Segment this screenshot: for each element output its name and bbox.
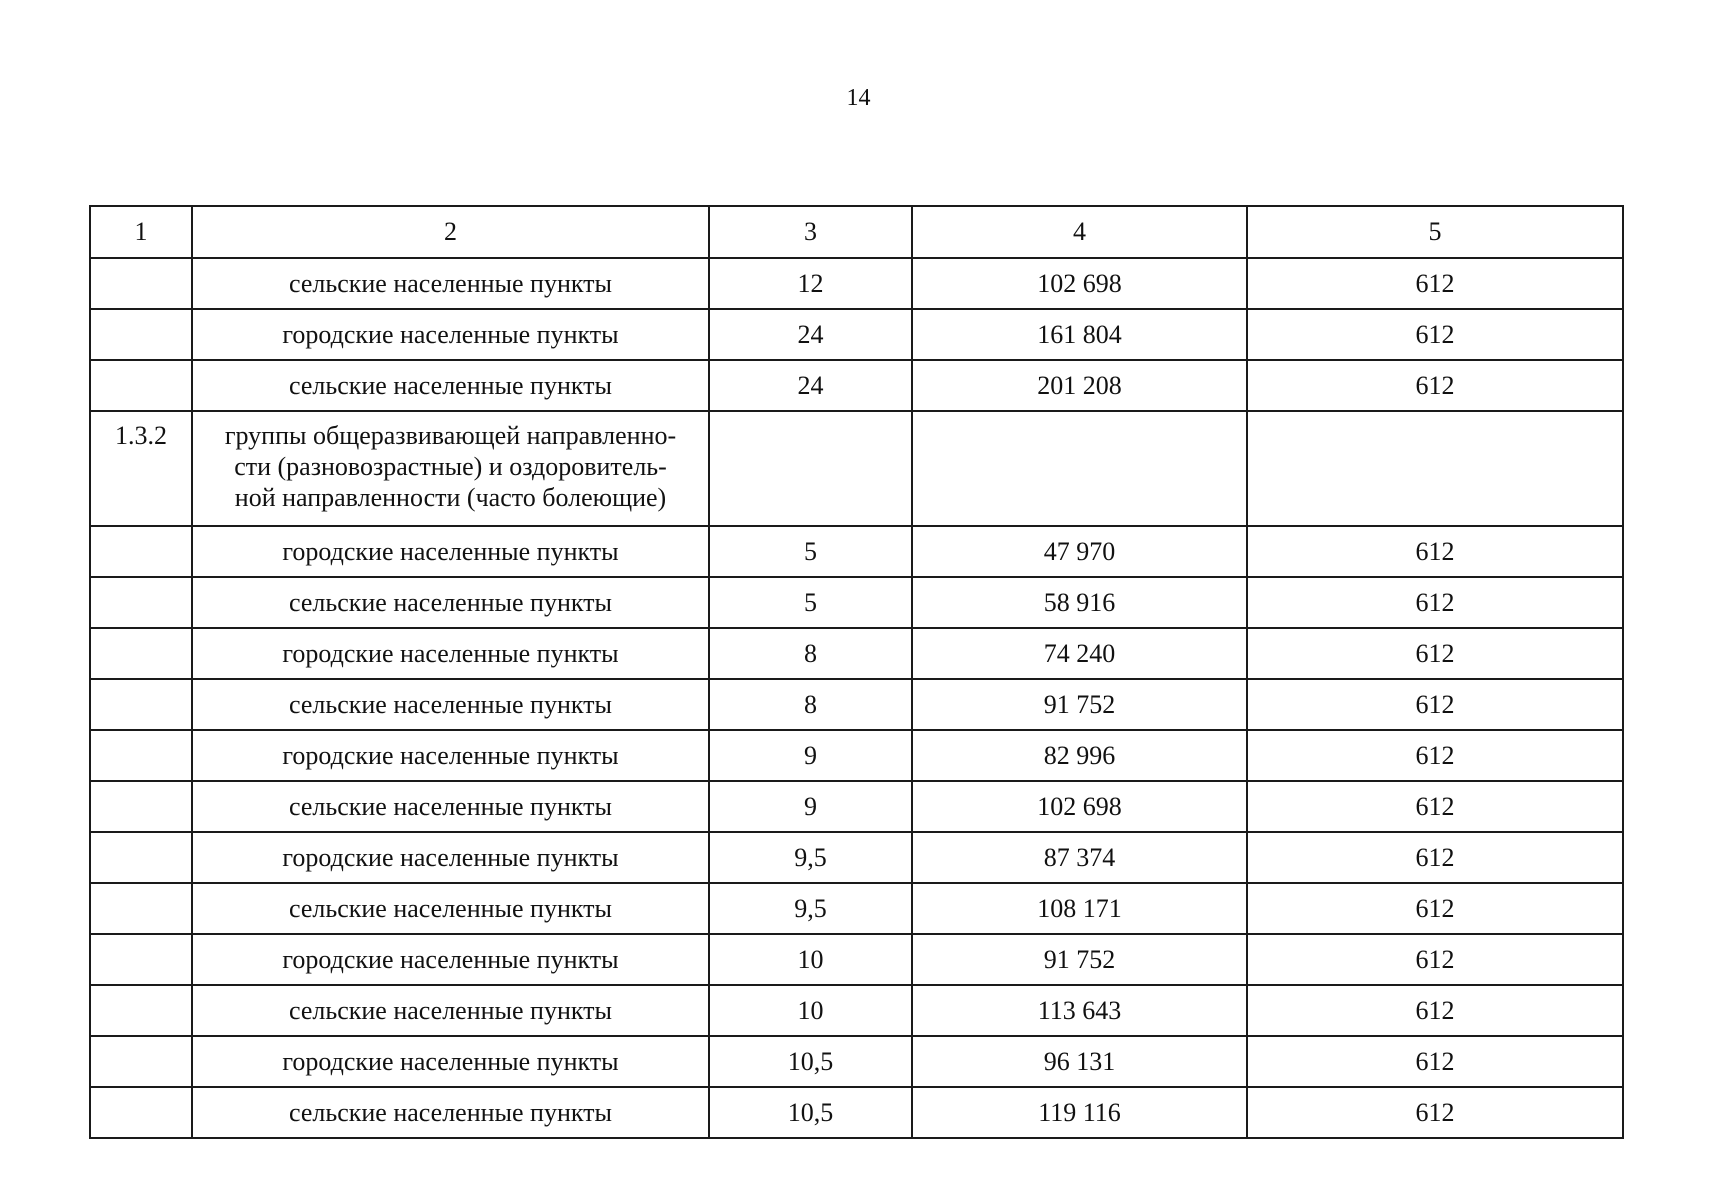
row-col5-cell: 612: [1247, 832, 1623, 883]
row-col3-cell: 8: [709, 679, 912, 730]
table-row: [90, 577, 1623, 628]
row-col3-cell: 10,5: [709, 1087, 912, 1138]
row-col5-cell: 612: [1247, 934, 1623, 985]
row-number-cell: [90, 730, 192, 781]
section-title-cell: [192, 411, 709, 526]
section-title-line: ной направленности (часто болеющие): [234, 483, 667, 512]
row-col4-cell: 91 752: [912, 679, 1247, 730]
row-name-cell: сельские населенные пункты: [192, 781, 709, 832]
row-col4-cell: 96 131: [912, 1036, 1247, 1087]
row-number-cell: [90, 577, 192, 628]
table-row: [90, 883, 1623, 934]
section-col4-cell: [912, 411, 1247, 526]
table-row: [90, 258, 1623, 309]
table-row: [90, 1036, 1623, 1087]
header-cell-3: 3: [709, 206, 912, 258]
row-col4-cell: 82 996: [912, 730, 1247, 781]
row-col3-cell: 5: [709, 526, 912, 577]
section-title-line: сти (разновозрастные) и оздоровитель-: [234, 452, 667, 481]
table-row: [90, 679, 1623, 730]
row-col5-cell: 612: [1247, 526, 1623, 577]
row-col4-cell: 201 208: [912, 360, 1247, 411]
table-row: [90, 730, 1623, 781]
table-row: [90, 309, 1623, 360]
header-cell-1: 1: [90, 206, 192, 258]
row-col3-cell: 12: [709, 258, 912, 309]
row-number-cell: [90, 360, 192, 411]
row-col4-cell: 87 374: [912, 832, 1247, 883]
section-title-line: группы общеразвивающей направленно-: [224, 421, 677, 450]
row-col4-cell: 47 970: [912, 526, 1247, 577]
row-col3-cell: 9,5: [709, 883, 912, 934]
row-name-cell: городские населенные пункты: [192, 526, 709, 577]
row-name-cell: сельские населенные пункты: [192, 577, 709, 628]
row-col3-cell: 5: [709, 577, 912, 628]
table-row: [90, 628, 1623, 679]
table-row: [90, 934, 1623, 985]
row-number-cell: [90, 309, 192, 360]
row-name-cell: сельские населенные пункты: [192, 1087, 709, 1138]
row-col3-cell: 10: [709, 985, 912, 1036]
table-row: [90, 832, 1623, 883]
row-col3-cell: 10: [709, 934, 912, 985]
row-col5-cell: 612: [1247, 628, 1623, 679]
row-col4-cell: 119 116: [912, 1087, 1247, 1138]
table-row: [90, 360, 1623, 411]
row-col4-cell: 58 916: [912, 577, 1247, 628]
row-number-cell: [90, 679, 192, 730]
data-table: [89, 205, 1624, 1139]
row-name-cell: сельские населенные пункты: [192, 360, 709, 411]
table-header-row: [90, 206, 1623, 258]
row-number-cell: [90, 883, 192, 934]
row-col5-cell: 612: [1247, 883, 1623, 934]
section-row: [90, 411, 1623, 526]
row-col4-cell: 102 698: [912, 781, 1247, 832]
row-col3-cell: 24: [709, 360, 912, 411]
row-col5-cell: 612: [1247, 1036, 1623, 1087]
header-cell-4: 4: [912, 206, 1247, 258]
row-col3-cell: 9,5: [709, 832, 912, 883]
row-col5-cell: 612: [1247, 679, 1623, 730]
row-col5-cell: 612: [1247, 985, 1623, 1036]
section-number-cell: 1.3.2: [90, 411, 192, 526]
table-row: [90, 526, 1623, 577]
row-col4-cell: 91 752: [912, 934, 1247, 985]
row-name-cell: сельские населенные пункты: [192, 258, 709, 309]
row-col3-cell: 10,5: [709, 1036, 912, 1087]
row-number-cell: [90, 526, 192, 577]
row-number-cell: [90, 985, 192, 1036]
row-col4-cell: 113 643: [912, 985, 1247, 1036]
row-number-cell: [90, 1087, 192, 1138]
table-row: [90, 781, 1623, 832]
row-name-cell: городские населенные пункты: [192, 1036, 709, 1087]
row-col5-cell: 612: [1247, 309, 1623, 360]
row-col3-cell: 9: [709, 781, 912, 832]
row-col5-cell: 612: [1247, 258, 1623, 309]
row-col5-cell: 612: [1247, 1087, 1623, 1138]
row-col5-cell: 612: [1247, 781, 1623, 832]
row-number-cell: [90, 628, 192, 679]
row-name-cell: сельские населенные пункты: [192, 679, 709, 730]
row-number-cell: [90, 781, 192, 832]
row-col3-cell: 24: [709, 309, 912, 360]
row-col4-cell: 161 804: [912, 309, 1247, 360]
row-number-cell: [90, 934, 192, 985]
row-number-cell: [90, 258, 192, 309]
row-name-cell: сельские населенные пункты: [192, 883, 709, 934]
row-col5-cell: 612: [1247, 360, 1623, 411]
row-name-cell: городские населенные пункты: [192, 934, 709, 985]
row-name-cell: городские населенные пункты: [192, 309, 709, 360]
table-row: [90, 985, 1623, 1036]
section-col3-cell: [709, 411, 912, 526]
row-number-cell: [90, 1036, 192, 1087]
section-col5-cell: [1247, 411, 1623, 526]
row-name-cell: городские населенные пункты: [192, 628, 709, 679]
row-col3-cell: 9: [709, 730, 912, 781]
page-number: 14: [846, 85, 871, 111]
row-col4-cell: 102 698: [912, 258, 1247, 309]
header-cell-2: 2: [192, 206, 709, 258]
row-name-cell: сельские населенные пункты: [192, 985, 709, 1036]
header-cell-5: 5: [1247, 206, 1623, 258]
row-col4-cell: 74 240: [912, 628, 1247, 679]
row-number-cell: [90, 832, 192, 883]
row-name-cell: городские населенные пункты: [192, 832, 709, 883]
row-col4-cell: 108 171: [912, 883, 1247, 934]
row-col5-cell: 612: [1247, 730, 1623, 781]
row-col5-cell: 612: [1247, 577, 1623, 628]
table-row: [90, 1087, 1623, 1138]
row-col3-cell: 8: [709, 628, 912, 679]
row-name-cell: городские населенные пункты: [192, 730, 709, 781]
